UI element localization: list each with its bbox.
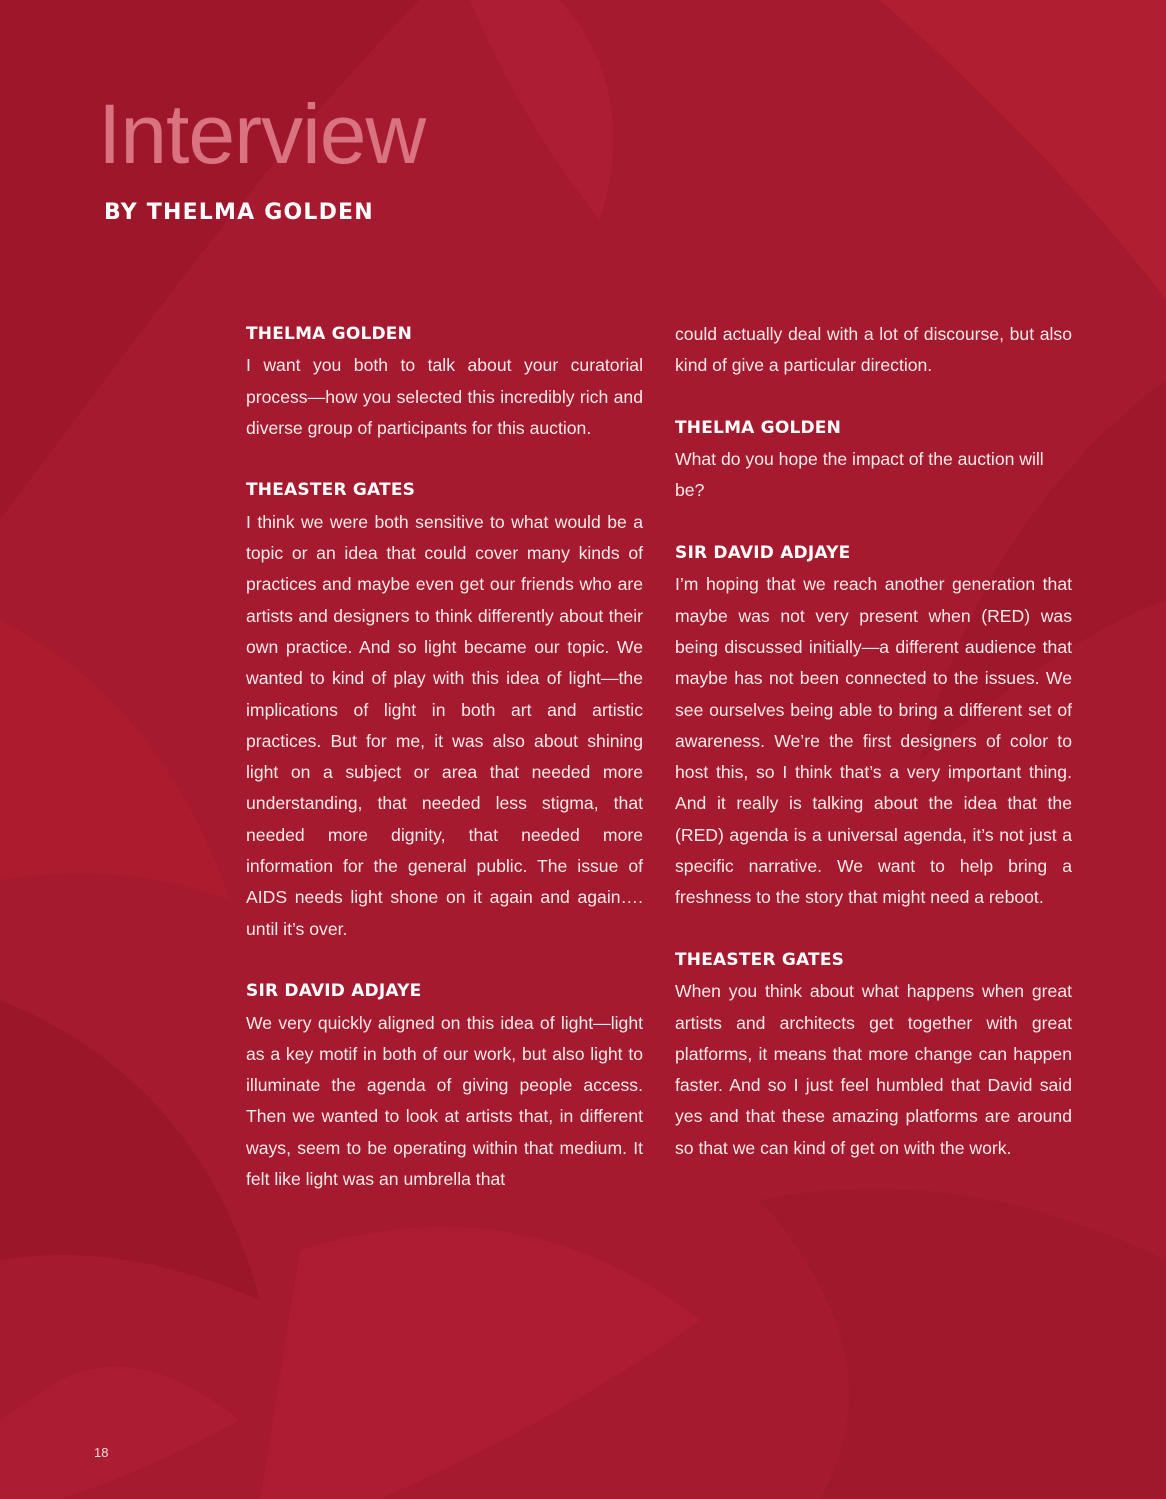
interview-column-left xyxy=(246,319,643,1195)
interview-entry xyxy=(675,945,1072,1164)
page-title: Interview xyxy=(98,87,426,181)
interview-entry xyxy=(675,538,1072,914)
speaker-name: SIR DAVID ADJAYE xyxy=(675,543,851,564)
speaker-name: THELMA GOLDEN xyxy=(675,417,842,438)
speaker-text: When you think about what happens when great artists and architects get together with great platforms, it means that more change can happen faster. And so I just feel humbled that David said yes and that these amazing platforms are around so that we can kind of get on with the work. xyxy=(675,981,1072,1158)
speaker-text: I want you both to talk about your curatorial process—how you selected this incredibly rich and diverse group of participants for this auction. xyxy=(246,355,643,438)
speaker-name: THELMA GOLDEN xyxy=(246,324,413,344)
interview-entry xyxy=(246,475,643,944)
interview-entry xyxy=(246,976,643,1195)
page-number: 18 xyxy=(94,1445,109,1460)
speaker-text: I think we were both sensitive to what would be a topic or an idea that could cover many kinds of practices and maybe even get our friends who are artists and designers to think differently about their own practice. And so light became our topic. We wanted to kind of play with this idea of light—the implications of light in both art and artistic practices. But for me, it was also about shining light on a subject or area that needed more understanding, that needed less stigma, that needed more dignity, that needed more information for the general public. The issue of AIDS needs light shone on it again and again…. until it’s over. xyxy=(246,511,643,939)
continued-text: could actually deal with a lot of discourse, but also kind of give a particular direction. xyxy=(675,324,1072,376)
byline: BY THELMA GOLDEN xyxy=(104,200,374,225)
interview-entry xyxy=(246,319,643,444)
speaker-name: SIR DAVID ADJAYE xyxy=(246,981,422,1002)
speaker-name: THEASTER GATES xyxy=(246,480,416,501)
speaker-text: What do you hope the impact of the auction will be? xyxy=(675,449,1044,501)
interview-entry xyxy=(675,413,1072,507)
speaker-text: I’m hoping that we reach another generation that maybe was not very present when (RED) was being discussed initially—a different audience that maybe has not been connected to the issues. We see ourselves being able to bring a different set of awareness. We’re the first designers of color to host this, so I think that’s a very important thing. And it really is talking about the idea that the (RED) agenda is a universal agenda, it’s not just a specific narrative. We want to help bring a freshness to the story that might need a reboot. xyxy=(675,574,1072,908)
interview-column-right xyxy=(675,319,1072,1164)
speaker-name: THEASTER GATES xyxy=(675,949,845,970)
speaker-text: We very quickly aligned on this idea of light—light as a key motif in both of our work, but also light to illuminate the agenda of giving people access. Then we wanted to look at artists that, in different ways, seem to be operating within that medium. It felt like light was an umbrella that xyxy=(246,1012,643,1190)
